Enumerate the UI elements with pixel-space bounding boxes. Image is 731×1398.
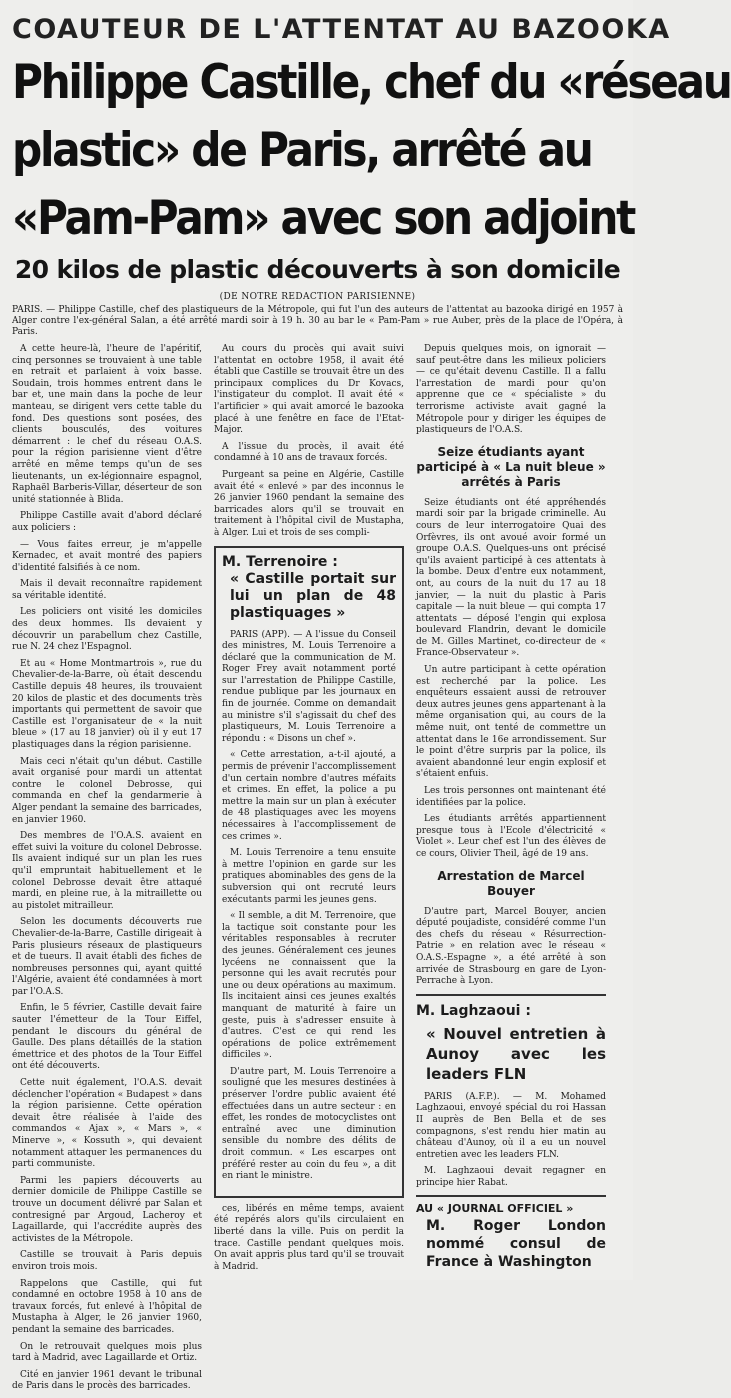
paragraph: Un autre participant à cette opération est recherché par la police. Les enquêteurs essaient aussi de retrouver deux autres jeunes gens appartenant à la même organisation qui, au cours de la même nuit, ont tenté de commettre un attentat dans le 16e arrondissement. Sur le point d'être surpris par la police, ils avaient abandonné leur engin explosif et s'étaient enfuis. bbox=[416, 665, 606, 780]
divider bbox=[416, 994, 606, 996]
paragraph: M. Louis Terrenoire a tenu ensuite à mettre l'opinion en garde sur les pratiques abominables des gens de la subversion qui ont recruté leurs exécutants parmi les jeunes gens. bbox=[222, 848, 396, 905]
paragraph: Depuis quelques mois, on ignorait — sauf peut-être dans les milieux policiers — ce qu'était devenu Castille. Il a fallu l'arrestation de mardi pour qu'on apprenne que ce « spécialiste » du terrorisme activiste avait gagné la Métropole pour y diriger les équipes de plastiqueurs de l'O.A.S. bbox=[416, 344, 606, 436]
paragraph: Mais ceci n'était qu'un début. Castille avait organisé pour mardi un attentat contre le colonel Debrosse, qui commanda en chef la gendarmerie à Alger pendant la semaine des barricades, en janvier 1960. bbox=[12, 756, 202, 825]
headline bbox=[12, 49, 731, 253]
paragraph: « Il semble, a dit M. Terrenoire, que la tactique soit constante pour les véritables responsables à recruter des jeunes. Généralement ces jeunes lycéens ne connaissent que la personne qui les avait recrutés pour une ou deux opérations au maximum. Ils incitaient ainsi ces jeunes exaltés manquant de maturité à faire un geste, puis à s'adresser ensuite à d'autres. C'est ce qui rend les opérations de police extrêmement difficiles ». bbox=[222, 911, 396, 1061]
terrenoire-box bbox=[214, 546, 404, 1198]
headline-line: plastic» de Paris, arrêté au bbox=[12, 123, 592, 178]
paragraph: Philippe Castille avait d'abord déclaré aux policiers : bbox=[12, 511, 202, 533]
subheadline: 20 kilos de plastic découverts à son domicile bbox=[14, 255, 621, 284]
paragraph: Mais il devait reconnaître rapidement sa véritable identité. bbox=[12, 579, 202, 601]
paragraph: PARIS (APP). — A l'issue du Conseil des ministres, M. Louis Terrenoire a déclaré que la communication de M. Roger Frey avait notamment porté sur l'arrestation de Philippe Castille, rendue publique par les journaux en fin de journée. Comme on demandait au ministre s'il s'agissait du chef des plastiqueurs, M. Louis Terrenoire a répondu : « Disons un chef ». bbox=[222, 629, 396, 744]
article-columns bbox=[12, 344, 623, 1398]
paragraph: Des membres de l'O.A.S. avaient en effet suivi la voiture du colonel Debrosse. Ils avaient indiqué sur un plan les rues qu'il empruntait habituellement et le colonel Debrosse devait être attaqué mardi, en pleine rue, à la mitraillette ou au pistolet mitrailleur. bbox=[12, 831, 202, 911]
laghzaoui-title: M. Laghzaoui : bbox=[416, 1002, 531, 1019]
paragraph: Cette nuit également, l'O.A.S. devait déclencher l'opération « Budapest » dans la région parisienne. Cette opération devait être réalisée à l'aide des commandos « Ajax », « Mars », « Minerve », « Kossuth », qui devaient notamment attaquer les permanences du parti communiste. bbox=[12, 1078, 202, 1170]
paragraph: Les étudiants arrêtés appartiennent presque tous à l'Ecole d'électricité « Violet ». Leur chef est l'un des élèves de ce cours, Olivier Theil, âgé de 19 ans. bbox=[416, 814, 606, 859]
paragraph: Purgeant sa peine en Algérie, Castille avait été « enlevé » par des inconnus le 26 janvier 1960 pendant la semaine des barricades alors qu'il se trouvait en traitement à l'hôpital civil de Mustapha, à Alger. Lui et trois de ses compli- bbox=[214, 469, 404, 538]
paragraph: Les policiers ont visité les domiciles des deux hommes. Ils devaient y découvrir un parabellum chez Castille, rue N. 24 chez l'Espagnol. bbox=[12, 607, 202, 653]
paragraph: Castille se trouvait à Paris depuis environ trois mois. bbox=[12, 1250, 202, 1272]
paragraph: Les trois personnes ont maintenant été identifiées par la police. bbox=[416, 786, 606, 808]
journal-officiel-kicker: AU « JOURNAL OFFICIEL » bbox=[416, 1202, 574, 1216]
paragraph: — Vous faites erreur, je m'appelle Kernadec, et avait montré des papiers d'identité falsifiés à ce nom. bbox=[12, 539, 202, 573]
paragraph: Et au « Home Montmartrois », rue du Chevalier-de-la-Barre, où était descendu Castille depuis 48 heures, ils trouvaient 20 kilos de plastic et des documents très importants qui permettent de savoir que Castille est l'organisateur de « la nuit bleue » (17 au 18 janvier) où il y eut 17 plastiquages dans la région parisienne. bbox=[12, 658, 202, 750]
paragraph: Rappelons que Castille, qui fut condamné en octobre 1958 à 10 ans de travaux forcés, fut enlevé à l'hôpital de Mustapha à Alger, le 26 janvier 1960, pendant la semaine des barricades. bbox=[12, 1278, 202, 1335]
paragraph: A cette heure-là, l'heure de l'apéritif, cinq personnes se trouvaient à une table en retrait et parlaient à voix basse. Soudain, trois hommes entrent dans le bar et, une main dans la poche de leur manteau, se dirigent vers cette table du fond. Des questions sont posées, des clients bousculés, des voitures démarrent : le chef du réseau O.A.S. pour la région parisienne vient d'être arrêté en même temps qu'un de ses lieutenants, un ex-légionnaire espagnol, Raphaël Barberis-Villar, déserteur de son unité stationnée à Blida. bbox=[12, 344, 202, 505]
column-3 bbox=[416, 344, 606, 1271]
paragraph: « Cette arrestation, a-t-il ajouté, a permis de prévenir l'accomplissement d'un certain nombre d'autres méfaits et crimes. En effet, la police a pu mettre la main sur un plan à exécuter de 48 plastiquages avec les moyens nécessaires à l'accomplissement de ces crimes ». bbox=[222, 750, 396, 842]
column-1 bbox=[12, 344, 202, 1398]
paragraph: M. Laghzaoui devait regagner en principe hier Rabat. bbox=[416, 1166, 606, 1188]
paragraph: Cité en janvier 1961 devant le tribunal de Paris dans le procès des barricades. bbox=[12, 1369, 202, 1392]
lead-paragraph: PARIS. — Philippe Castille, chef des plastiqueurs de la Métropole, qui fut l'un des auteurs de l'attentat au bazooka dirigé en 1957 à Alger contre l'ex-général Salan, a été arrêté mardi soir à 19 h. 30 au bar le « Pam-Pam » rue Auber, près de la place de l'Opéra, à Paris. bbox=[12, 305, 623, 337]
paragraph: Parmi les papiers découverts au dernier domicile de Philippe Castille se trouve un document délivré par Salan et contresigné par Argoud, Lacheroy et Lagaillarde, qui l'accrédite auprès des activistes de la Métropole. bbox=[12, 1175, 202, 1244]
paragraph: D'autre part, Marcel Bouyer, ancien député poujadiste, considéré comme l'un des chefs du réseau « Résurrection-Patrie » en relation avec le réseau « O.A.S.-Espagne », a été arrêté à son arrivée de Strasbourg en gare de Lyon-Perrache à Lyon. bbox=[416, 906, 606, 987]
paragraph: Au cours du procès qui avait suivi l'attentat en octobre 1958, il avait été établi que Castille se trouvait être un des principaux complices du Dr Kovacs, l'instigateur du complot. Il avait été « l'artificier » qui avait amorcé le bazooka placé à une fenêtre en face de l'Etat-Major. bbox=[214, 344, 404, 436]
paragraph: Seize étudiants ont été appréhendés mardi soir par la brigade criminelle. Au cours de leur interrogatoire Quai des Orfèvres, ils ont avoué avoir formé un groupe O.A.S. Quelques-uns ont précisé qu'ils avaient participé à ces attentats à la bombe. Deux d'entre eux notamment, ont, au cours de la nuit du 17 au 18 janvier, — la nuit du plastic à Paris capitale — la nuit bleue — qui compta 17 attentats — déposé l'engin qui explosa boulevard Flandrin, devant le domicile de M. Gilles Martinet, co-directeur de « France-Observateur ». bbox=[416, 497, 606, 659]
london-title: M. Roger London nommé consul de France à Washington bbox=[426, 1218, 606, 1271]
paragraph: ces, libérés en même temps, avaient été repérés alors qu'ils circulaient en liberté dans la ville. Puis on perdit la trace. Castille pendant quelques mois. On avait appris plus tard qu'il se trouvait à Madrid. bbox=[214, 1203, 404, 1272]
paragraph: D'autre part, M. Louis Terrenoire a souligné que les mesures destinées à préserver l'ordre public avaient été effectuées dans un autre secteur : en effet, les rondes de motocyclistes ont entraîné avec une diminution sensible du nombre des délits de droit commun. « Les escarpes ont préféré rester au coin du feu », a dit en riant le ministre. bbox=[222, 1066, 396, 1182]
column-2 bbox=[214, 344, 404, 1278]
paragraph: Selon les documents découverts rue Chevalier-de-la-Barre, Castille dirigeait à Paris plusieurs réseaux de plastiqueurs et de tueurs. Il avait établi des fiches de nombreuses personnes qui, ayant quitté l'Algérie, avaient été condamnées à mort par l'O.A.S. bbox=[12, 917, 202, 997]
laghzaoui-subtitle: « Nouvel entretien à Aunoy avec les leaders FLN bbox=[426, 1024, 606, 1083]
bouyer-title: Arrestation de Marcel Bouyer bbox=[437, 868, 585, 898]
byline: (DE NOTRE REDACTION PARISIENNE) bbox=[219, 292, 416, 302]
divider bbox=[416, 1195, 606, 1197]
box-subtitle: « Castille portait sur lui un plan de 48 plastiquages » bbox=[230, 570, 396, 621]
headline-line: «Pam-Pam» avec son adjoint bbox=[12, 191, 634, 246]
paragraph: A l'issue du procès, il avait été condamné à 10 ans de travaux forcés. bbox=[214, 441, 404, 464]
headline-line: Philippe Castille, chef du «réseau bbox=[12, 55, 731, 110]
paragraph: PARIS (A.F.P.). — M. Mohamed Laghzaoui, envoyé spécial du roi Hassan II auprès de Ben Bella et de ses compagnons, s'est rendu hier matin au château d'Aunoy, où il a eu un nouvel entretien avec les leaders FLN. bbox=[416, 1091, 606, 1160]
box-title: M. Terrenoire : bbox=[222, 553, 338, 570]
paragraph: On le retrouvait quelques mois plus tard à Madrid, avec Lagaillarde et Ortiz. bbox=[12, 1341, 202, 1364]
paragraph: Enfin, le 5 février, Castille devait faire sauter l'émetteur de la Tour Eiffel, pendant le discours du général de Gaulle. Des plans détaillés de la station émettrice et des photos de la Tour Eiffel ont été découverts. bbox=[12, 1003, 202, 1072]
students-title: Seize étudiants ayant participé à « La nuit bleue » arrêtés à Paris bbox=[416, 444, 606, 489]
kicker: COAUTEUR DE L'ATTENTAT AU BAZOOKA bbox=[12, 14, 671, 45]
